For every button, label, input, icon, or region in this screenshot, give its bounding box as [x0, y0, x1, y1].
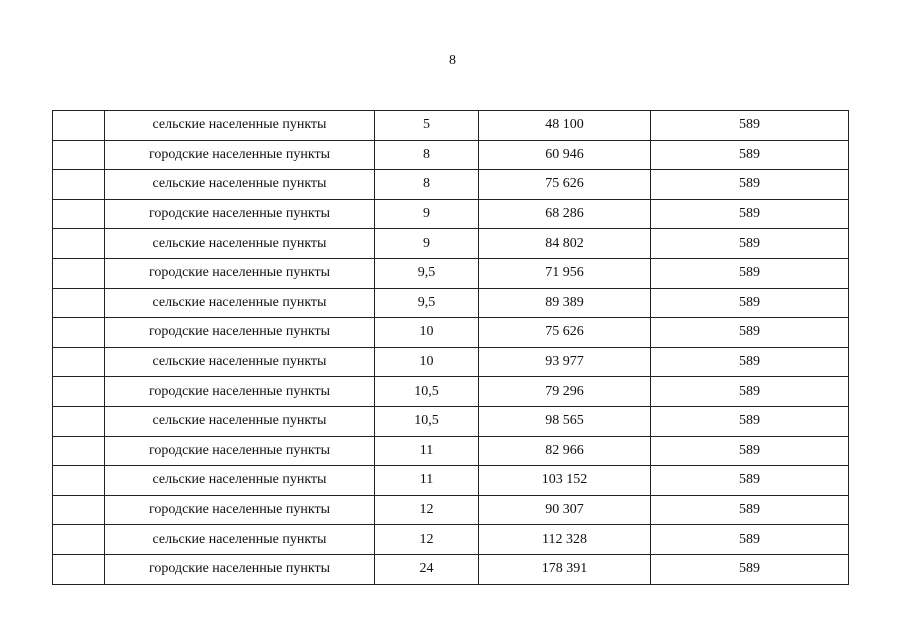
cell-settlement-type: сельские населенные пункты [105, 288, 375, 318]
cell-settlement-type: сельские населенные пункты [105, 525, 375, 555]
cell-column-4: 71 956 [479, 258, 651, 288]
cell-column-4: 48 100 [479, 111, 651, 141]
table-row [53, 495, 849, 525]
cell-column-4: 82 966 [479, 436, 651, 466]
cell-column-5: 589 [651, 436, 849, 466]
table-row [53, 406, 849, 436]
cell-empty [53, 466, 105, 496]
cell-empty [53, 229, 105, 259]
cell-column-5: 589 [651, 111, 849, 141]
cell-column-5: 589 [651, 377, 849, 407]
table-row [53, 525, 849, 555]
cell-column-3: 10 [375, 347, 479, 377]
cell-column-5: 589 [651, 495, 849, 525]
cell-column-3: 11 [375, 466, 479, 496]
cell-empty [53, 347, 105, 377]
cell-column-5: 589 [651, 288, 849, 318]
table-row [53, 229, 849, 259]
cell-settlement-type: сельские населенные пункты [105, 111, 375, 141]
cell-column-5: 589 [651, 170, 849, 200]
table-row [53, 199, 849, 229]
cell-column-4: 103 152 [479, 466, 651, 496]
cell-settlement-type: городские населенные пункты [105, 554, 375, 584]
page-number: 8 [449, 53, 456, 68]
cell-settlement-type: сельские населенные пункты [105, 229, 375, 259]
cell-column-3: 24 [375, 554, 479, 584]
cell-column-3: 8 [375, 140, 479, 170]
cell-column-5: 589 [651, 229, 849, 259]
cell-column-4: 68 286 [479, 199, 651, 229]
cell-empty [53, 199, 105, 229]
table-row [53, 554, 849, 584]
table-row [53, 347, 849, 377]
cell-column-3: 5 [375, 111, 479, 141]
data-table-container [52, 110, 849, 585]
cell-settlement-type: сельские населенные пункты [105, 170, 375, 200]
cell-column-4: 90 307 [479, 495, 651, 525]
cell-settlement-type: сельские населенные пункты [105, 466, 375, 496]
table-row [53, 170, 849, 200]
cell-empty [53, 170, 105, 200]
cell-settlement-type: городские населенные пункты [105, 140, 375, 170]
cell-column-3: 12 [375, 525, 479, 555]
cell-column-3: 9,5 [375, 288, 479, 318]
cell-column-4: 93 977 [479, 347, 651, 377]
cell-column-4: 75 626 [479, 170, 651, 200]
cell-empty [53, 318, 105, 348]
cell-settlement-type: городские населенные пункты [105, 495, 375, 525]
cell-column-5: 589 [651, 258, 849, 288]
cell-column-5: 589 [651, 199, 849, 229]
cell-column-5: 589 [651, 554, 849, 584]
cell-column-3: 8 [375, 170, 479, 200]
cell-settlement-type: городские населенные пункты [105, 199, 375, 229]
cell-column-3: 9,5 [375, 258, 479, 288]
cell-column-4: 178 391 [479, 554, 651, 584]
table-row [53, 436, 849, 466]
table-row [53, 377, 849, 407]
cell-settlement-type: сельские населенные пункты [105, 406, 375, 436]
cell-column-4: 112 328 [479, 525, 651, 555]
cell-empty [53, 406, 105, 436]
cell-column-4: 75 626 [479, 318, 651, 348]
cell-empty [53, 140, 105, 170]
cell-column-5: 589 [651, 466, 849, 496]
table-body [53, 111, 849, 585]
cell-column-3: 12 [375, 495, 479, 525]
cell-column-3: 9 [375, 199, 479, 229]
table-row [53, 111, 849, 141]
cell-settlement-type: городские населенные пункты [105, 318, 375, 348]
cell-empty [53, 525, 105, 555]
cell-empty [53, 288, 105, 318]
cell-empty [53, 377, 105, 407]
table-row [53, 318, 849, 348]
cell-settlement-type: городские населенные пункты [105, 258, 375, 288]
table-row [53, 288, 849, 318]
cell-column-5: 589 [651, 318, 849, 348]
cell-column-3: 10,5 [375, 406, 479, 436]
cell-column-3: 10 [375, 318, 479, 348]
cell-empty [53, 436, 105, 466]
cell-column-4: 84 802 [479, 229, 651, 259]
cell-empty [53, 495, 105, 525]
cell-column-4: 98 565 [479, 406, 651, 436]
cell-empty [53, 111, 105, 141]
cell-settlement-type: городские населенные пункты [105, 436, 375, 466]
cell-empty [53, 258, 105, 288]
cell-column-5: 589 [651, 525, 849, 555]
cell-column-3: 11 [375, 436, 479, 466]
data-table [52, 110, 849, 585]
cell-column-4: 79 296 [479, 377, 651, 407]
table-row [53, 466, 849, 496]
table-row [53, 258, 849, 288]
cell-column-3: 9 [375, 229, 479, 259]
cell-column-4: 60 946 [479, 140, 651, 170]
cell-settlement-type: сельские населенные пункты [105, 347, 375, 377]
cell-column-5: 589 [651, 406, 849, 436]
cell-column-5: 589 [651, 347, 849, 377]
cell-settlement-type: городские населенные пункты [105, 377, 375, 407]
cell-column-4: 89 389 [479, 288, 651, 318]
table-row [53, 140, 849, 170]
cell-column-5: 589 [651, 140, 849, 170]
cell-column-3: 10,5 [375, 377, 479, 407]
cell-empty [53, 554, 105, 584]
